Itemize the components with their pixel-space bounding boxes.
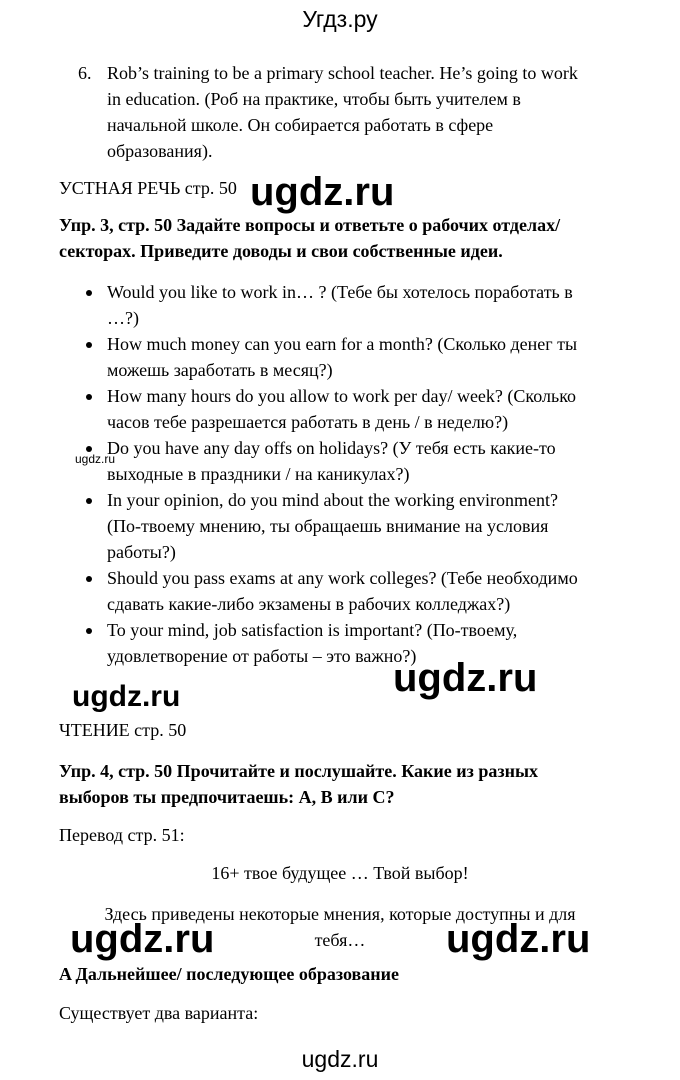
intro-line-1: Здесь приведены некоторые мнения, которые доступны и для	[104, 904, 576, 924]
list-item: Do you have any day offs on holidays? (У тебя есть какие-то	[107, 438, 556, 458]
item6-line-3: начальной школе. Он собирается работать в сфере	[107, 115, 494, 135]
intro-line-2: тебя…	[314, 930, 366, 950]
translation-label: Перевод стр. 51:	[59, 825, 185, 845]
list-item: How many hours do you allow to work per day/ week? (Сколько	[107, 386, 577, 406]
centered-title: 16+ твое будущее … Твой выбор!	[211, 863, 469, 883]
options-text: Существует два варианта:	[59, 1003, 259, 1023]
exercise-4-heading-line-2: выборов ты предпочитаешь: A, B или C?	[59, 787, 395, 807]
list-item-continued: (По-твоему мнению, ты обращаешь внимание на условия	[107, 516, 549, 536]
list-item-continued: сдавать какие-либо экзамены в рабочих колледжах?)	[107, 594, 511, 614]
watermark: ugdz.ru	[70, 917, 215, 961]
list-item: To your mind, job satisfaction is important? (По-твоему,	[107, 620, 518, 640]
speaking-title: УСТНАЯ РЕЧЬ стр. 50	[59, 178, 237, 198]
list-item-continued: удовлетворение от работы – это важно?)	[107, 646, 417, 666]
exercise-4-heading-line-1: Упр. 4, стр. 50 Прочитайте и послушайте. Какие из разных	[59, 761, 539, 781]
bullet-icon	[86, 576, 92, 582]
watermark: ugdz.ru	[250, 170, 395, 214]
list-item: Would you like to work in… ? (Тебе бы хотелось поработать в	[107, 282, 573, 302]
watermark: ugdz.ru	[72, 680, 181, 713]
reading-title: ЧТЕНИЕ стр. 50	[59, 720, 187, 740]
list-item-continued: выходные в праздники / на каникулах?)	[107, 464, 410, 484]
item6-line-1: Rob’s training to be a primary school teacher. He’s going to work	[107, 63, 578, 83]
bullet-icon	[86, 290, 92, 296]
section-a-title: A Дальнейшее/ последующее образование	[59, 964, 399, 984]
list-item: In your opinion, do you mind about the working environment?	[107, 490, 558, 510]
item-number: 6.	[78, 63, 92, 83]
bullet-icon	[86, 628, 92, 634]
item6-line-2: in education. (Роб на практике, чтобы быть учителем в	[107, 89, 521, 109]
list-item-continued: работы?)	[107, 542, 176, 562]
list-item: How much money can you earn for a month? (Сколько денег ты	[107, 334, 578, 354]
watermark: ugdz.ru	[393, 656, 538, 700]
list-item-continued: можешь заработать в месяц?)	[107, 360, 333, 380]
list-item-continued: часов тебе разрешается работать в день / в неделю?)	[107, 412, 509, 432]
bullet-icon	[86, 498, 92, 504]
site-header[interactable]: Угдз.ру	[302, 6, 378, 32]
item6-line-4: образования).	[107, 141, 213, 161]
bullet-icon	[86, 342, 92, 348]
exercise-3-heading-line-1: Упр. 3, стр. 50 Задайте вопросы и ответьте о рабочих отделах/	[59, 215, 561, 235]
watermark: ugdz.ru	[446, 917, 591, 961]
site-footer[interactable]: ugdz.ru	[301, 1046, 379, 1072]
list-item: Should you pass exams at any work colleges? (Тебе необходимо	[107, 568, 578, 588]
bullet-icon	[86, 394, 92, 400]
watermark: ugdz.ru	[75, 452, 116, 466]
list-item-continued: …?)	[107, 308, 139, 328]
exercise-3-heading-line-2: секторах. Приведите доводы и свои собственные идеи.	[59, 241, 503, 261]
